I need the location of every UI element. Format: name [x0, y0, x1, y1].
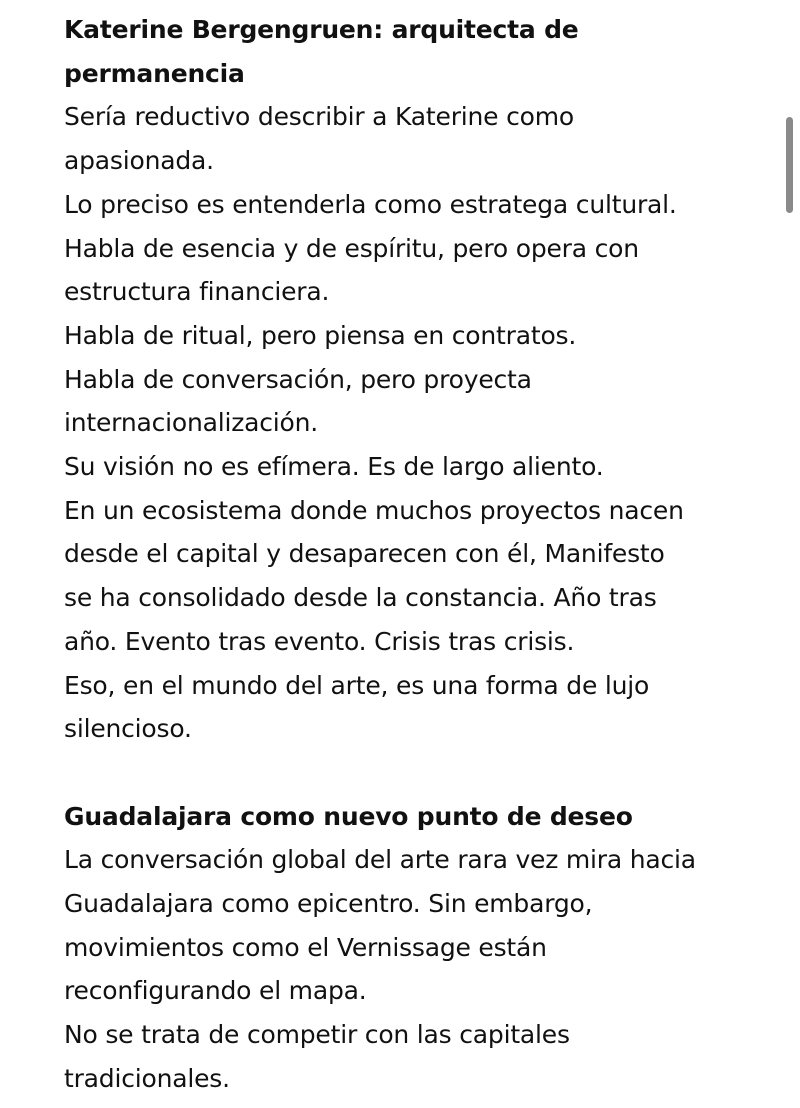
paragraph-line: No se trata de competir con las capitales [64, 1020, 570, 1050]
paragraph-line: tradicionales. [64, 1063, 230, 1093]
paragraph-line: La conversación global del arte rara vez mira hacia [64, 845, 696, 875]
paragraph-line: se ha consolidado desde la constancia. Año tras [64, 583, 657, 613]
paragraph-line: año. Evento tras evento. Crisis tras crisis. [64, 626, 575, 656]
paragraph-line: Sería reductivo describir a Katerine como [64, 102, 574, 132]
paragraph-line: reconfigurando el mapa. [64, 976, 367, 1006]
paragraph-line: En un ecosistema donde muchos proyectos nacen [64, 495, 684, 525]
paragraph-line: estructura financiera. [64, 277, 330, 307]
paragraph-line: Guadalajara como epicentro. Sin embargo, [64, 889, 593, 919]
section-heading: Guadalajara como nuevo punto de deseo [64, 801, 633, 831]
paragraph-line: Su visión no es efímera. Es de largo aliento. [64, 452, 604, 482]
section-heading: permanencia [64, 58, 245, 88]
vertical-scrollbar[interactable] [786, 117, 793, 213]
paragraph-line: Habla de conversación, pero proyecta [64, 364, 532, 394]
article-body [64, 8, 764, 1101]
paragraph-line: Habla de esencia y de espíritu, pero opera con [64, 233, 639, 263]
section-katerine [64, 8, 764, 751]
section-guadalajara [64, 795, 764, 1101]
paragraph-line: Habla de ritual, pero piensa en contratos. [64, 320, 577, 350]
section-heading: Katerine Bergengruen: arquitecta de [64, 15, 579, 44]
paragraph-line: desde el capital y desaparecen con él, Manifesto [64, 539, 665, 569]
paragraph-line: movimientos como el Vernissage están [64, 932, 547, 962]
paragraph-line: internacionalización. [64, 408, 319, 438]
section-gap [64, 751, 764, 795]
paragraph-line: silencioso. [64, 714, 192, 744]
paragraph-line: apasionada. [64, 146, 214, 176]
paragraph-line: Lo preciso es entenderla como estratega cultural. [64, 189, 677, 219]
paragraph-line: Eso, en el mundo del arte, es una forma de lujo [64, 670, 650, 700]
